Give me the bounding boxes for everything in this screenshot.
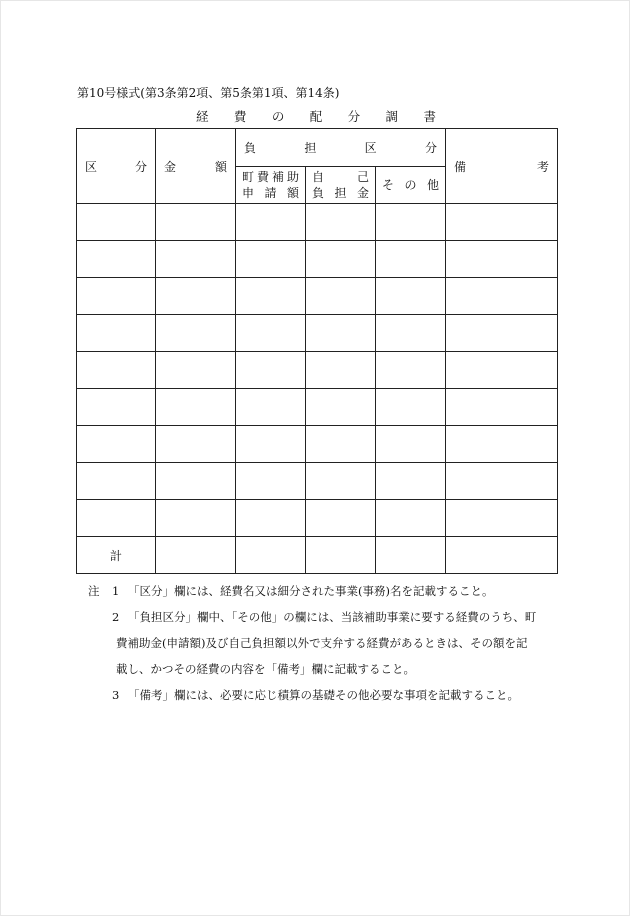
header-kubun [77,129,156,204]
header-char: 区 [85,159,98,174]
header-char: 金 [164,159,177,174]
header-futan-kubun [236,129,446,167]
table-cell[interactable] [446,537,558,574]
table-cell[interactable] [376,389,446,426]
table-cell[interactable] [446,315,558,352]
table-cell[interactable] [156,315,236,352]
note-item [76,604,560,630]
header-char: 己 [356,170,369,184]
table-cell[interactable] [236,389,306,426]
table-row [77,204,558,241]
table-cell[interactable] [306,426,376,463]
table-row [77,463,558,500]
table-cell[interactable] [77,463,156,500]
subheader-other [376,167,446,204]
table-cell[interactable] [77,315,156,352]
header-char: そ [382,178,395,192]
subheader-self-burden [306,167,376,204]
header-char: 区 [364,141,377,155]
table-row [77,389,558,426]
table-cell[interactable] [306,352,376,389]
header-char: 他 [426,178,439,192]
note-text: 「区分」欄には、経費名又は細分された事業(事務)名を記載すること。 [128,584,494,598]
table-row [77,278,558,315]
table-cell[interactable] [156,352,236,389]
table-cell[interactable] [156,389,236,426]
table-cell[interactable] [236,537,306,574]
table-cell[interactable] [306,278,376,315]
table-cell[interactable] [446,463,558,500]
table-cell[interactable] [446,278,558,315]
title-char: 経 [196,109,209,124]
table-cell[interactable] [306,389,376,426]
table-cell[interactable] [156,204,236,241]
note-item [76,578,560,604]
header-biko [446,129,558,204]
table-cell[interactable] [236,278,306,315]
header-char: 額 [286,186,299,200]
table-cell[interactable] [376,278,446,315]
title-char: 書 [423,109,436,124]
table-cell[interactable] [236,315,306,352]
table-cell[interactable] [156,278,236,315]
table-cell[interactable] [156,426,236,463]
header-char: 負 [244,141,257,155]
table-cell[interactable] [306,500,376,537]
note-text: 「備考」欄には、必要に応じ積算の基礎その他必要な事項を記載すること。 [128,688,519,702]
table-row [77,241,558,278]
table-cell[interactable] [446,204,558,241]
total-label: 計 [77,537,156,574]
header-char: 補 [271,170,284,184]
table-cell[interactable] [446,389,558,426]
table-cell[interactable] [306,463,376,500]
table-cell[interactable] [156,241,236,278]
note-number: 1 [112,584,120,598]
header-char: 担 [304,141,317,155]
document-title [196,107,436,125]
table-row [77,315,558,352]
table-cell[interactable] [236,500,306,537]
table-cell[interactable] [376,463,446,500]
table-cell[interactable] [376,537,446,574]
table-cell[interactable] [236,463,306,500]
table-cell[interactable] [77,241,156,278]
title-char: の [271,109,285,124]
title-char: 配 [309,109,323,124]
table-cell[interactable] [376,500,446,537]
header-char: 町 [242,170,255,184]
note-item [76,682,560,708]
table-cell[interactable] [77,389,156,426]
table-cell[interactable] [77,352,156,389]
header-char: 額 [214,159,227,174]
header-kingaku [156,129,236,204]
table-row [77,500,558,537]
header-char: 負 [312,186,325,200]
table-cell[interactable] [156,463,236,500]
table-cell[interactable] [236,204,306,241]
note-text: 費補助金(申請額)及び自己負担額以外で支弁する経費があるときは、その額を記 [116,636,528,650]
note-number: 3 [112,688,120,702]
table-cell[interactable] [446,241,558,278]
title-char: 調 [385,109,399,124]
header-char: 助 [286,170,299,184]
note-number: 2 [112,610,120,624]
table-cell[interactable] [446,500,558,537]
table-cell[interactable] [77,500,156,537]
header-char: の [404,178,417,192]
note-continuation [76,656,560,682]
table-cell[interactable] [156,537,236,574]
table-cell[interactable] [306,204,376,241]
header-char: 分 [424,141,437,155]
header-char: 分 [134,159,147,174]
table-cell[interactable] [306,315,376,352]
table-cell[interactable] [77,204,156,241]
table-cell[interactable] [446,352,558,389]
form-number: 第10号様式(第3条第2項、第5条第1項、第14条) [77,86,340,100]
table-cell[interactable] [376,352,446,389]
note-text: 「負担区分」欄中、「その他」の欄には、当該補助事業に要する経費のうち、町 [128,610,537,624]
header-char: 金 [356,186,369,200]
notes-section [76,578,560,708]
table-row [77,426,558,463]
allocation-table [76,128,558,574]
header-char: 備 [454,159,467,174]
header-char: 費 [256,170,269,184]
total-row [77,537,558,574]
table-cell[interactable] [236,352,306,389]
notes-label: 注 [88,584,100,598]
table-cell[interactable] [77,278,156,315]
table-cell[interactable] [376,241,446,278]
table-cell[interactable] [236,426,306,463]
title-char: 費 [233,109,247,124]
table-cell[interactable] [77,426,156,463]
table-cell[interactable] [306,537,376,574]
table-cell[interactable] [376,204,446,241]
header-char: 考 [536,159,549,174]
table-cell[interactable] [376,426,446,463]
note-continuation [76,630,560,656]
header-char: 申 [242,186,255,200]
title-char: 分 [347,109,361,124]
table-cell[interactable] [156,500,236,537]
table-cell[interactable] [376,315,446,352]
note-text: 載し、かつその経費の内容を「備考」欄に記載すること。 [116,662,415,676]
subheader-town-subsidy [236,167,306,204]
table-cell[interactable] [236,241,306,278]
header-char: 自 [312,170,325,184]
table-row [77,352,558,389]
header-char: 担 [334,186,347,200]
table-cell[interactable] [306,241,376,278]
table-cell[interactable] [446,426,558,463]
header-char: 請 [264,186,277,200]
